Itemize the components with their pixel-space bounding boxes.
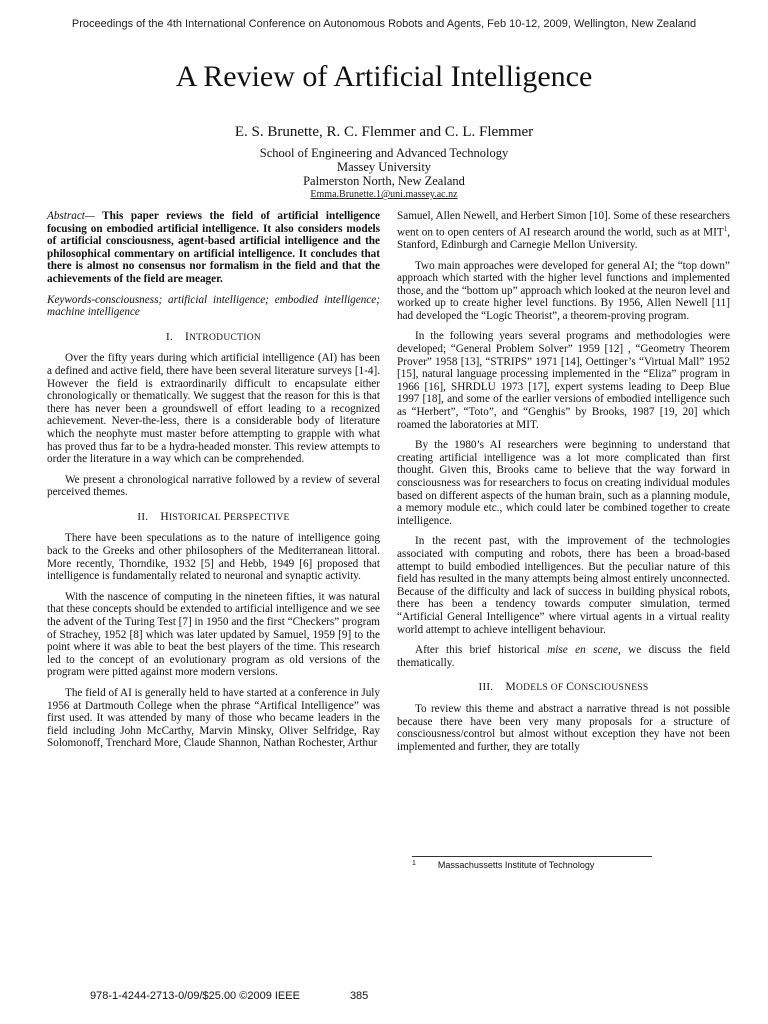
paragraph: The field of AI is generally held to have started at a conference in July 1956 at Dartmouth College when the phrase “Artifical Intelligence” was first used. It was attended by many of those who became leaders in the field including John McCarthy, Marvin Minsky, Oliver Selfridge, Ray Solomonoff, Trenchard More, Claude Shannon, Nathan Rochester, Arthur	[47, 687, 380, 750]
paragraph: With the nascence of computing in the nineteen fifties, it was natural that these concepts should be extended to artificial intelligence and we see the advent of the Turing Test [7] in 1950 and the first “Checkers” program of Strachey, 1952 [8] which was later updated by Samuel, 1959 [9] to the point where it was able to beat the best players of the time. This research led to the concept of an evolutionary program as old versions of the program were pitted against more modern versions.	[47, 590, 380, 679]
left-column	[47, 210, 380, 758]
paper-title: A Review of Artificial Intelligence	[175, 60, 593, 93]
abstract	[47, 210, 380, 286]
page-number: 385	[349, 990, 369, 1002]
paragraph: To review this theme and abstract a narrative thread is not possible because there have been very many proposals for a structure of consciousness/control but almost without exception they have not been implemented and further, they are totally	[397, 702, 730, 753]
paragraph: There have been speculations as to the nature of intelligence going back to the Greeks and other philosophers of the Mediterranean littoral. More recently, Thorndike, 1932 [5] and Hebb, 1949 [6] proposed that intelligence is fundamentally related to neuronal and synaptic activity.	[47, 532, 380, 583]
paragraph: By the 1980’s AI researchers were beginning to understand that creating artificial intelligence was a lot more complicated than first thought. Given this, Brooks came to believe that the way forward in consciousness was for researchers to focus on creating individual modules based on different aspects of the human brain, such as a planning module, a memory module etc., which could later be combined together to create intelligence.	[397, 439, 730, 527]
affiliation-school: School of Engineering and Advanced Technology	[259, 146, 509, 160]
page-footer	[90, 990, 368, 1002]
footnote	[412, 860, 712, 870]
footnote-ref: 1	[723, 224, 728, 233]
paper-authors: E. S. Brunette, R. C. Flemmer and C. L. Flemmer	[234, 124, 534, 140]
affiliation-block	[0, 146, 768, 202]
abstract-text: This paper reviews the field of artificial intelligence focusing on embodied artificial intelligence. It also considers models of artificial consciousness, agent-based artificial intelligence and the philosophical commentary on artificial intelligence. It concludes that there is almost no consensus nor formalism in the field and that the achievements of the field are meager.	[47, 210, 380, 285]
affiliation-location: Palmerston North, New Zealand	[303, 174, 465, 188]
paragraph: In the recent past, with the improvement of the technologies associated with computing and robots, there has been a broad-based attempt to build embodied intelligences. But the peculiar nature of this field has resulted in the many attempts being almost entirely unconnected. Because of the difficulty and lack of success in building physical robots, there has been a tendency towards computer simulation, termed “Artificial General Intelligence” where virtual agents in a virtual reality world attempt to achieve intelligent behaviour.	[397, 535, 730, 636]
conference-header: Proceedings of the 4th International Conference on Autonomous Robots and Agents, Feb 10-12, 2009, Wellington, New Zealand	[71, 18, 697, 30]
abstract-lead: Abstract—	[47, 210, 95, 222]
section-heading-models-of-consciousness: III. MODELS OF CONSCIOUSNESS	[478, 681, 649, 694]
section-heading-historical-perspective: II. HISTORICAL PERSPECTIVE	[137, 510, 290, 523]
keywords: Keywords-consciousness; artificial intelligence; embodied intelligence; machine intelligence	[47, 293, 380, 319]
paragraph: In the following years several programs and methodologies were developed; “General Problem Solver” 1959 [12] , “Geometry Theorem Prover” 1958 [13], “STRIPS” 1971 [14], Oettinger’s “Virtual Mall” 1952 [15], natural language processing implemented in the “Eliza” program in 1966 [16], SHRDLU 1973 [17], expert systems leading to Deep Blue 1997 [18], and some of the earlier versions of embodied intelligence such as “Herbert”, “Toto”, and “Genghis” by Brooks, 1987 [19, 20] which roamed the laboratories at MIT.	[397, 330, 730, 431]
paragraph: Two main approaches were developed for general AI; the “top down” approach which started with the higher level functions and implemented those, and the “bottom up” approach which looked at the neuron level and worked up to create higher level functions. By 1956, Allen Newell [11] had developed the “Logic Theorist”, a theorem-proving program.	[397, 259, 730, 322]
paragraph: After this brief historical mise en scene, we discuss the field thematically.	[397, 644, 730, 669]
paragraph: Samuel, Allen Newell, and Herbert Simon [10]. Some of these researchers went on to open centers of AI research around the world, such as at MIT$^1$, Stanford, Edinburgh and Carnegie Mellon University.	[397, 210, 730, 251]
footnote-mark: 1	[412, 860, 416, 867]
paragraph: Over the fifty years during which artificial intelligence (AI) has been a defined and active field, there have been several literature surveys [1-4]. However the field is extraordinarily difficult to encapsulate either chronologically or thematically. We suggest that the reason for this is that there has never been a groundswell of effort leading to a recognized achievement. Never-the-less, there is a considerable body of literature which the neophyte must master before attempting to grapple with what has proved thus far to be a hydra-headed monster. This review attempts to order the literature in a way which can be comprehended.	[47, 352, 380, 466]
affiliation-university: Massey University	[336, 160, 432, 174]
footnote-divider	[412, 856, 652, 857]
footnote-text: Massachussetts Institute of Technology	[437, 860, 595, 870]
right-column	[397, 210, 730, 761]
paragraph: We present a chronological narrative followed by a review of several perceived themes.	[47, 473, 380, 499]
section-heading-introduction: I. INTRODUCTION	[165, 330, 262, 343]
footer-isbn: 978-1-4244-2713-0/09/$25.00 ©2009 IEEE	[90, 990, 300, 1002]
author-email-link[interactable]: Emma.Brunette.1@uni.massey.ac.nz	[310, 189, 458, 200]
